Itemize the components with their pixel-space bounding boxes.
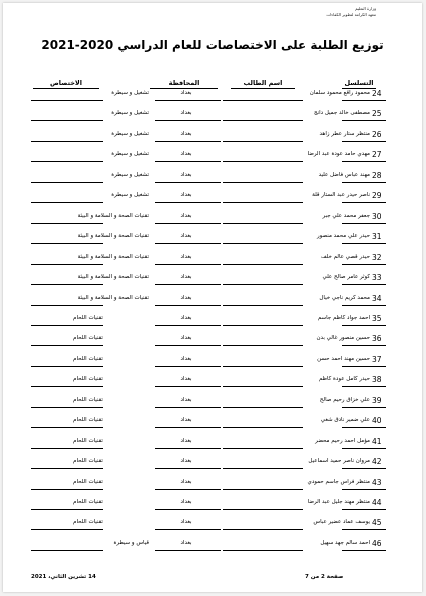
- row-underline: [155, 427, 221, 428]
- row-governorate: بغداد: [180, 110, 192, 117]
- row-serial: 24: [372, 89, 382, 98]
- row-student-name: حسين مهند احمد حسن: [317, 355, 370, 362]
- table-row: [3, 415, 422, 431]
- row-underline: [155, 489, 221, 490]
- row-underline: [223, 161, 303, 162]
- row-underline: [223, 264, 303, 265]
- row-underline: [342, 427, 386, 428]
- row-serial: 42: [372, 457, 382, 467]
- print-date: 14 تشرين الثاني، 2021: [31, 574, 96, 580]
- row-serial: 34: [372, 293, 382, 303]
- row-underline: [342, 284, 386, 285]
- row-serial: 27: [372, 150, 382, 160]
- row-serial: 26: [372, 129, 382, 139]
- row-governorate: بغداد: [180, 253, 192, 260]
- row-underline: [31, 386, 103, 387]
- row-student-name: حيدر كامل عودة كاظم: [318, 376, 370, 383]
- row-specialization: تقنيات اللحام: [73, 417, 103, 424]
- row-governorate: بغداد: [180, 314, 192, 321]
- row-underline: [155, 243, 221, 244]
- row-governorate: بغداد: [180, 437, 192, 444]
- row-underline: [223, 407, 303, 408]
- row-underline: [155, 100, 221, 101]
- row-governorate: بغداد: [180, 478, 192, 485]
- row-serial: 35: [372, 313, 382, 323]
- row-underline: [155, 182, 221, 183]
- row-underline: [31, 550, 103, 551]
- row-underline: [223, 141, 303, 142]
- table-row: [3, 354, 422, 370]
- row-student-name: منتظر مهند جليل عبد الرضا: [307, 499, 370, 505]
- row-underline: [342, 305, 386, 306]
- row-serial: 38: [372, 375, 382, 385]
- row-governorate: بغداد: [180, 539, 192, 546]
- row-underline: [155, 284, 221, 285]
- row-specialization: تشغيل و سيطرة: [111, 130, 149, 137]
- row-student-name: محمود راقع محمود سلمان: [309, 90, 370, 96]
- row-underline: [342, 550, 386, 551]
- row-underline: [31, 448, 103, 449]
- row-specialization: تقنيات اللحام: [73, 396, 103, 403]
- row-governorate: بغداد: [180, 233, 192, 240]
- row-serial: 32: [372, 252, 382, 262]
- row-governorate: بغداد: [180, 151, 192, 158]
- row-underline: [342, 202, 386, 203]
- table-row: [3, 190, 422, 206]
- table-row: [3, 231, 422, 247]
- row-specialization: تقنيات اللحام: [73, 335, 103, 342]
- row-underline: [31, 427, 103, 428]
- row-governorate: بغداد: [180, 499, 192, 505]
- row-specialization: تقنيات الصحة و السلامة و البيئة: [77, 274, 149, 281]
- table-row: [3, 395, 422, 411]
- table-row: [3, 272, 422, 288]
- row-specialization: تقنيات اللحام: [73, 376, 103, 383]
- table-row: [3, 170, 422, 186]
- row-underline: [223, 509, 303, 510]
- header-governorate: المحافظة: [150, 79, 218, 89]
- row-underline: [155, 448, 221, 449]
- row-underline: [155, 509, 221, 510]
- row-underline: [31, 407, 103, 408]
- table-row: [3, 108, 422, 124]
- row-governorate: بغداد: [180, 355, 192, 362]
- row-underline: [31, 509, 103, 510]
- row-underline: [342, 386, 386, 387]
- row-underline: [31, 325, 103, 326]
- row-student-name: ناصر حيدر عبد الستار قلة: [312, 192, 370, 199]
- table-row: [3, 456, 422, 472]
- header-serial: التسلسل: [342, 79, 376, 89]
- row-governorate: بغداد: [180, 171, 192, 178]
- table-row: [3, 436, 422, 452]
- row-student-name: مهدي حامد عودة عبد الرضا: [307, 151, 370, 158]
- row-underline: [31, 529, 103, 530]
- row-governorate: بغداد: [180, 192, 192, 199]
- row-governorate: بغداد: [180, 458, 192, 465]
- row-underline: [342, 345, 386, 346]
- row-serial: 44: [372, 498, 382, 507]
- row-underline: [31, 141, 103, 142]
- row-serial: 31: [372, 232, 382, 242]
- table-row: [3, 538, 422, 554]
- row-serial: 30: [372, 211, 382, 221]
- row-governorate: بغداد: [180, 519, 192, 526]
- row-underline: [223, 468, 303, 469]
- row-underline: [155, 407, 221, 408]
- row-underline: [223, 223, 303, 224]
- row-specialization: تقنيات اللحام: [73, 519, 103, 526]
- row-serial: 37: [372, 354, 382, 364]
- row-serial: 40: [372, 416, 382, 426]
- row-governorate: بغداد: [180, 274, 192, 281]
- row-serial: 36: [372, 334, 382, 344]
- row-specialization: تقنيات الصحة و السلامة و البيئة: [77, 294, 149, 301]
- row-underline: [31, 182, 103, 183]
- row-governorate: بغداد: [180, 212, 192, 219]
- row-underline: [342, 489, 386, 490]
- row-student-name: حيدر علي محمد منصور: [317, 233, 370, 240]
- row-underline: [342, 243, 386, 244]
- row-serial: 39: [372, 395, 382, 405]
- row-specialization: تشغيل و سيطرة: [111, 192, 149, 199]
- table-row: [3, 477, 422, 493]
- row-underline: [31, 161, 103, 162]
- row-underline: [155, 202, 221, 203]
- row-specialization: تشغيل و سيطرة: [111, 151, 149, 158]
- row-underline: [155, 550, 221, 551]
- table-row: [3, 293, 422, 309]
- row-underline: [31, 284, 103, 285]
- row-underline: [155, 366, 221, 367]
- organization-line-2: معهد الكرامة لتطوير الكفاءات: [326, 12, 376, 17]
- row-governorate: بغداد: [180, 90, 192, 96]
- table-row: [3, 129, 422, 145]
- row-underline: [155, 345, 221, 346]
- row-specialization: تقنيات اللحام: [73, 355, 103, 362]
- row-serial: 28: [372, 170, 382, 180]
- row-student-name: مروان ناصر حميد اسماعيل: [308, 458, 370, 465]
- row-student-name: مهند عباس فاضل عليد: [318, 171, 370, 178]
- row-underline: [223, 120, 303, 121]
- row-student-name: حيدر قصي عالم خلف: [320, 253, 370, 260]
- row-underline: [223, 284, 303, 285]
- row-governorate: بغداد: [180, 294, 192, 301]
- row-underline: [342, 182, 386, 183]
- organization-line-1: وزارة التعليم: [355, 6, 376, 11]
- row-specialization: تشغيل و سيطرة: [111, 110, 149, 117]
- row-underline: [155, 529, 221, 530]
- row-underline: [31, 345, 103, 346]
- row-underline: [342, 366, 386, 367]
- row-student-name: علي ضمير نادق شغي: [320, 417, 370, 424]
- row-underline: [155, 386, 221, 387]
- row-student-name: حسين منصور غالي بدن: [316, 335, 370, 342]
- row-governorate: بغداد: [180, 376, 192, 383]
- row-specialization: تقنيات الصحة و السلامة و البيئة: [77, 233, 149, 240]
- row-underline: [31, 489, 103, 490]
- table-row: [3, 211, 422, 227]
- row-underline: [31, 366, 103, 367]
- row-serial: 43: [372, 477, 382, 487]
- table-row: [3, 88, 422, 104]
- row-specialization: تقنيات اللحام: [73, 314, 103, 321]
- row-underline: [342, 100, 386, 101]
- row-serial: 29: [372, 191, 382, 201]
- header-name: اسم الطالب: [231, 79, 295, 89]
- row-student-name: محمد كريم ناجي خيال: [319, 294, 370, 301]
- row-underline: [342, 529, 386, 530]
- row-serial: 41: [372, 436, 382, 446]
- row-underline: [342, 509, 386, 510]
- row-underline: [223, 202, 303, 203]
- row-specialization: قياس و سيطرة: [113, 539, 149, 546]
- row-underline: [342, 141, 386, 142]
- table-row: [3, 497, 422, 513]
- row-underline: [155, 223, 221, 224]
- page-number: صفحة 2 من 7: [305, 574, 344, 580]
- table-row: [3, 333, 422, 349]
- row-specialization: تقنيات اللحام: [73, 478, 103, 485]
- row-student-name: مصطفى خالد جميل دانج: [314, 110, 370, 117]
- row-underline: [155, 325, 221, 326]
- row-student-name: كوثر عامر صالح علي: [322, 274, 370, 281]
- row-governorate: بغداد: [180, 396, 192, 403]
- row-serial: 46: [372, 538, 382, 548]
- row-underline: [223, 305, 303, 306]
- table-row: [3, 517, 422, 533]
- row-underline: [31, 264, 103, 265]
- table-row: [3, 374, 422, 390]
- row-underline: [223, 448, 303, 449]
- row-underline: [223, 366, 303, 367]
- row-underline: [342, 223, 386, 224]
- row-underline: [31, 202, 103, 203]
- row-underline: [31, 305, 103, 306]
- row-underline: [342, 468, 386, 469]
- row-underline: [31, 468, 103, 469]
- row-underline: [342, 448, 386, 449]
- row-underline: [31, 243, 103, 244]
- row-serial: 25: [372, 109, 382, 119]
- row-specialization: تقنيات اللحام: [73, 458, 103, 465]
- row-underline: [31, 100, 103, 101]
- row-underline: [223, 100, 303, 101]
- page-title: توزيع الطلبة على الاختصاصات للعام الدراسي 2020-2021: [41, 38, 384, 52]
- row-student-name: علي خزاق رحيم صالح: [319, 396, 370, 403]
- document-page: [3, 3, 422, 592]
- row-specialization: تقنيات الصحة و السلامة و البيئة: [77, 212, 149, 219]
- row-student-name: يوسف عماد عضير عباس: [313, 519, 370, 526]
- row-student-name: احمد سالم جهد سهيل: [320, 539, 370, 546]
- row-underline: [223, 345, 303, 346]
- row-underline: [223, 489, 303, 490]
- row-student-name: احمد جواد كاظم جاسم: [317, 314, 370, 321]
- row-underline: [155, 120, 221, 121]
- row-underline: [342, 407, 386, 408]
- row-underline: [223, 182, 303, 183]
- header-specialization: الاختصاص: [33, 79, 99, 89]
- row-governorate: بغداد: [180, 130, 192, 137]
- row-specialization: تشغيل و سيطرة: [111, 90, 149, 96]
- row-underline: [31, 223, 103, 224]
- row-underline: [223, 427, 303, 428]
- row-underline: [155, 161, 221, 162]
- row-specialization: تشغيل و سيطرة: [111, 171, 149, 178]
- row-serial: 45: [372, 518, 382, 528]
- row-student-name: منتظر ستار عطر زاهد: [319, 130, 370, 137]
- row-specialization: تقنيات الصحة و السلامة و البيئة: [77, 253, 149, 260]
- row-underline: [31, 120, 103, 121]
- row-underline: [223, 243, 303, 244]
- row-specialization: تقنيات اللحام: [73, 437, 103, 444]
- row-underline: [155, 468, 221, 469]
- row-underline: [342, 264, 386, 265]
- organization-header: [236, 6, 376, 18]
- row-underline: [223, 550, 303, 551]
- row-underline: [342, 161, 386, 162]
- row-underline: [155, 305, 221, 306]
- row-student-name: مؤمل احمد رحيم محضر: [315, 437, 370, 444]
- row-underline: [223, 386, 303, 387]
- row-student-name: جعفر محمد علي جبر: [322, 212, 370, 219]
- row-serial: 33: [372, 273, 382, 283]
- table-row: [3, 252, 422, 268]
- row-governorate: بغداد: [180, 335, 192, 342]
- row-underline: [155, 141, 221, 142]
- row-student-name: منتظر فراس جاسم حمودي: [307, 478, 370, 485]
- row-governorate: بغداد: [180, 417, 192, 424]
- row-specialization: تقنيات اللحام: [73, 499, 103, 505]
- table-row: [3, 313, 422, 329]
- row-underline: [223, 529, 303, 530]
- row-underline: [155, 264, 221, 265]
- row-underline: [342, 325, 386, 326]
- row-underline: [342, 120, 386, 121]
- row-underline: [223, 325, 303, 326]
- table-row: [3, 149, 422, 165]
